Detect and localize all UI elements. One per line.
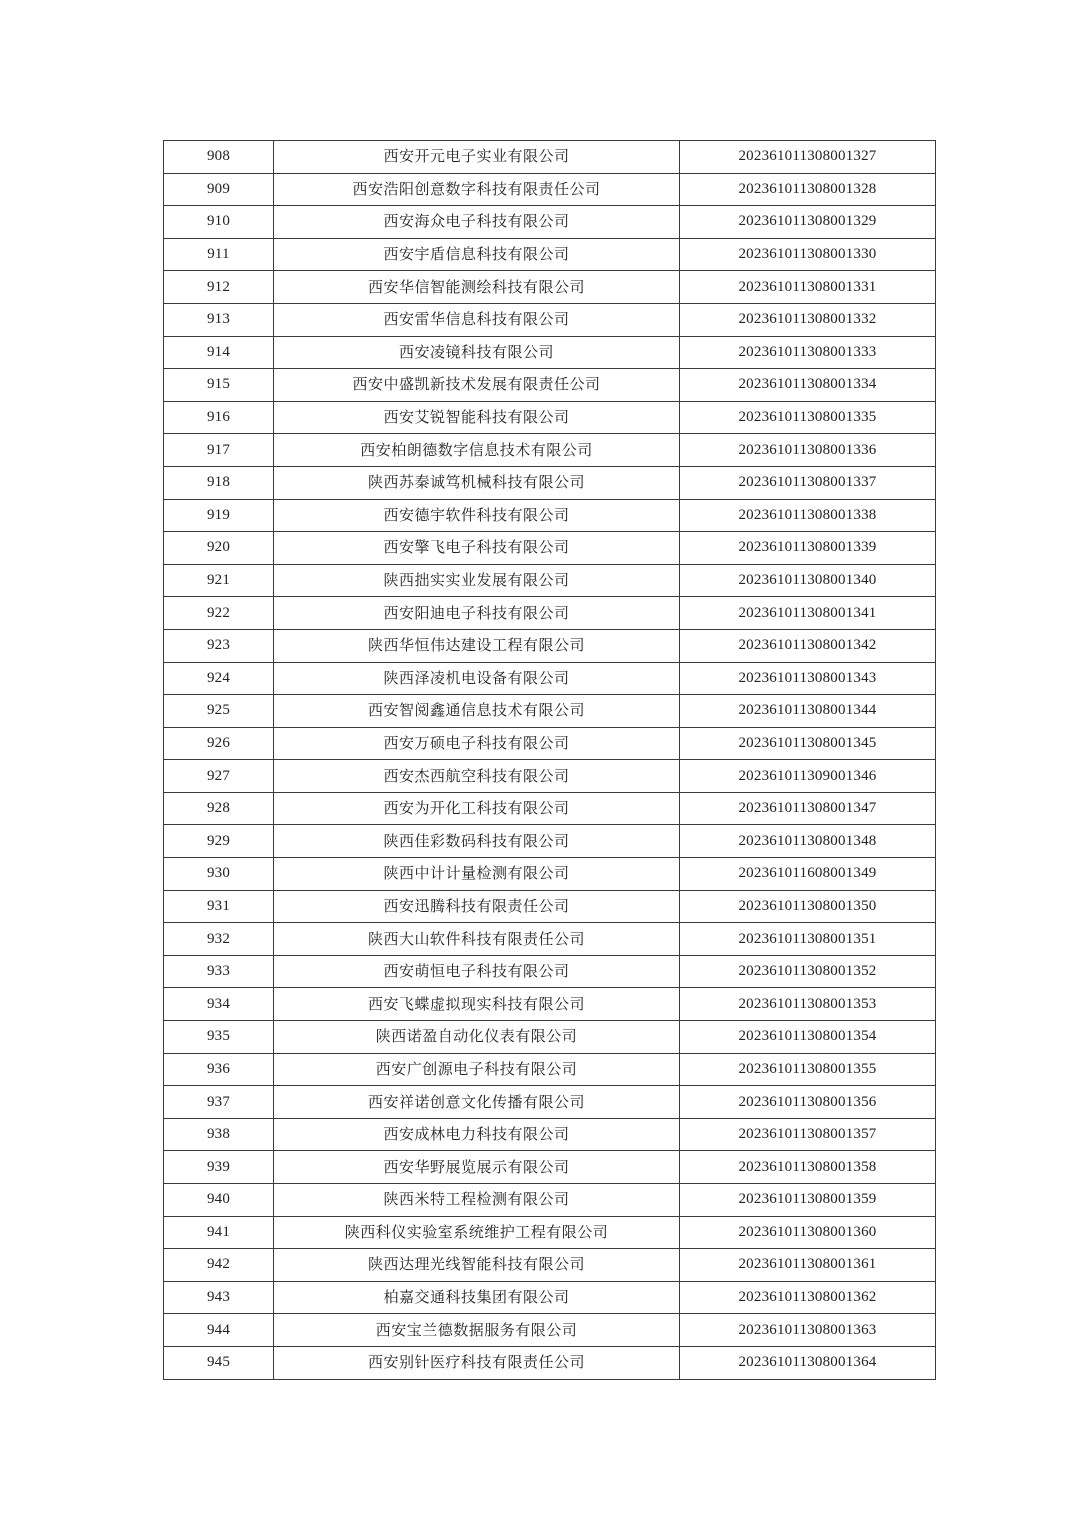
row-number-cell: 933 — [164, 955, 274, 988]
company-name-cell: 西安万硕电子科技有限公司 — [274, 727, 680, 760]
row-number-cell: 919 — [164, 499, 274, 532]
company-name-cell: 西安开元电子实业有限公司 — [274, 141, 680, 174]
row-number-cell: 927 — [164, 760, 274, 793]
row-number-cell: 924 — [164, 662, 274, 695]
registration-code-cell: 202361011308001363 — [680, 1314, 936, 1347]
row-number-cell: 945 — [164, 1346, 274, 1379]
row-number-cell: 909 — [164, 173, 274, 206]
registration-code-cell: 202361011308001359 — [680, 1184, 936, 1217]
table-row — [164, 401, 936, 434]
company-name-cell: 陕西诺盈自动化仪表有限公司 — [274, 1021, 680, 1054]
table-row — [164, 988, 936, 1021]
registration-code-cell: 202361011308001330 — [680, 238, 936, 271]
row-number-cell: 911 — [164, 238, 274, 271]
row-number-cell: 925 — [164, 695, 274, 728]
registration-code-cell: 202361011309001346 — [680, 760, 936, 793]
row-number-cell: 943 — [164, 1281, 274, 1314]
company-name-cell: 陕西中计计量检测有限公司 — [274, 858, 680, 891]
registration-code-cell: 202361011308001334 — [680, 369, 936, 402]
row-number-cell: 913 — [164, 303, 274, 336]
row-number-cell: 917 — [164, 434, 274, 467]
registration-code-cell: 202361011308001358 — [680, 1151, 936, 1184]
row-number-cell: 918 — [164, 466, 274, 499]
company-name-cell: 西安柏朗德数字信息技术有限公司 — [274, 434, 680, 467]
company-name-cell: 西安智阅鑫通信息技术有限公司 — [274, 695, 680, 728]
row-number-cell: 942 — [164, 1249, 274, 1282]
company-name-cell: 西安为开化工科技有限公司 — [274, 792, 680, 825]
row-number-cell: 923 — [164, 629, 274, 662]
registration-code-cell: 202361011308001327 — [680, 141, 936, 174]
registration-code-cell: 202361011308001335 — [680, 401, 936, 434]
table-row — [164, 760, 936, 793]
company-name-cell: 西安浩阳创意数字科技有限责任公司 — [274, 173, 680, 206]
company-name-cell: 西安艾锐智能科技有限公司 — [274, 401, 680, 434]
table-row — [164, 369, 936, 402]
company-name-cell: 西安华野展览展示有限公司 — [274, 1151, 680, 1184]
registration-code-cell: 202361011308001355 — [680, 1053, 936, 1086]
registration-code-cell: 202361011308001329 — [680, 206, 936, 239]
registration-code-cell: 202361011308001333 — [680, 336, 936, 369]
registration-code-cell: 202361011308001353 — [680, 988, 936, 1021]
company-name-cell: 西安广创源电子科技有限公司 — [274, 1053, 680, 1086]
registration-code-cell: 202361011308001332 — [680, 303, 936, 336]
registration-code-cell: 202361011308001361 — [680, 1249, 936, 1282]
row-number-cell: 941 — [164, 1216, 274, 1249]
table-row — [164, 1249, 936, 1282]
registration-code-cell: 202361011308001341 — [680, 597, 936, 630]
company-name-cell: 西安宇盾信息科技有限公司 — [274, 238, 680, 271]
registration-code-cell: 202361011308001338 — [680, 499, 936, 532]
row-number-cell: 944 — [164, 1314, 274, 1347]
row-number-cell: 937 — [164, 1086, 274, 1119]
row-number-cell: 928 — [164, 792, 274, 825]
company-name-cell: 西安华信智能测绘科技有限公司 — [274, 271, 680, 304]
table-row — [164, 662, 936, 695]
table-row — [164, 466, 936, 499]
table-row — [164, 695, 936, 728]
registration-code-cell: 202361011608001349 — [680, 858, 936, 891]
registration-code-cell: 202361011308001348 — [680, 825, 936, 858]
row-number-cell: 932 — [164, 923, 274, 956]
row-number-cell: 926 — [164, 727, 274, 760]
registration-code-cell: 202361011308001328 — [680, 173, 936, 206]
company-name-cell: 陕西大山软件科技有限责任公司 — [274, 923, 680, 956]
table-row — [164, 271, 936, 304]
table-row — [164, 1021, 936, 1054]
registration-code-cell: 202361011308001357 — [680, 1118, 936, 1151]
company-name-cell: 西安成林电力科技有限公司 — [274, 1118, 680, 1151]
table-row — [164, 955, 936, 988]
table-row — [164, 499, 936, 532]
company-name-cell: 西安飞蝶虚拟现实科技有限公司 — [274, 988, 680, 1021]
registration-code-cell: 202361011308001344 — [680, 695, 936, 728]
registration-code-cell: 202361011308001343 — [680, 662, 936, 695]
table-row — [164, 792, 936, 825]
registration-code-cell: 202361011308001339 — [680, 532, 936, 565]
table-row — [164, 206, 936, 239]
company-name-cell: 西安萌恒电子科技有限公司 — [274, 955, 680, 988]
table-row — [164, 434, 936, 467]
registration-code-cell: 202361011308001354 — [680, 1021, 936, 1054]
company-name-cell: 陕西达理光线智能科技有限公司 — [274, 1249, 680, 1282]
table-row — [164, 890, 936, 923]
table-row — [164, 825, 936, 858]
row-number-cell: 916 — [164, 401, 274, 434]
table-row — [164, 1314, 936, 1347]
table-row — [164, 1184, 936, 1217]
row-number-cell: 921 — [164, 564, 274, 597]
company-name-cell: 陕西科仪实验室系统维护工程有限公司 — [274, 1216, 680, 1249]
table-row — [164, 1216, 936, 1249]
table-row — [164, 303, 936, 336]
company-name-cell: 西安阳迪电子科技有限公司 — [274, 597, 680, 630]
table-row — [164, 141, 936, 174]
company-name-cell: 陕西华恒伟达建设工程有限公司 — [274, 629, 680, 662]
company-name-cell: 西安海众电子科技有限公司 — [274, 206, 680, 239]
registration-code-cell: 202361011308001364 — [680, 1346, 936, 1379]
row-number-cell: 939 — [164, 1151, 274, 1184]
table-row — [164, 336, 936, 369]
registration-code-cell: 202361011308001352 — [680, 955, 936, 988]
table-row — [164, 597, 936, 630]
table-row — [164, 1053, 936, 1086]
row-number-cell: 910 — [164, 206, 274, 239]
table-row — [164, 858, 936, 891]
company-name-cell: 西安宝兰德数据服务有限公司 — [274, 1314, 680, 1347]
row-number-cell: 912 — [164, 271, 274, 304]
row-number-cell: 934 — [164, 988, 274, 1021]
company-name-cell: 柏嘉交通科技集团有限公司 — [274, 1281, 680, 1314]
table-row — [164, 564, 936, 597]
registration-code-cell: 202361011308001351 — [680, 923, 936, 956]
registration-code-cell: 202361011308001331 — [680, 271, 936, 304]
registration-code-cell: 202361011308001337 — [680, 466, 936, 499]
company-name-cell: 陕西佳彩数码科技有限公司 — [274, 825, 680, 858]
company-name-cell: 西安迅腾科技有限责任公司 — [274, 890, 680, 923]
table-row — [164, 1086, 936, 1119]
row-number-cell: 915 — [164, 369, 274, 402]
registration-code-cell: 202361011308001362 — [680, 1281, 936, 1314]
table-row — [164, 1151, 936, 1184]
table-row — [164, 1118, 936, 1151]
roster-table-body — [164, 141, 936, 1380]
row-number-cell: 929 — [164, 825, 274, 858]
company-name-cell: 陕西泽凌机电设备有限公司 — [274, 662, 680, 695]
table-row — [164, 629, 936, 662]
row-number-cell: 908 — [164, 141, 274, 174]
table-row — [164, 532, 936, 565]
table-row — [164, 1281, 936, 1314]
row-number-cell: 930 — [164, 858, 274, 891]
company-name-cell: 西安别针医疗科技有限责任公司 — [274, 1346, 680, 1379]
row-number-cell: 936 — [164, 1053, 274, 1086]
row-number-cell: 935 — [164, 1021, 274, 1054]
row-number-cell: 931 — [164, 890, 274, 923]
registration-code-cell: 202361011308001350 — [680, 890, 936, 923]
company-name-cell: 西安雷华信息科技有限公司 — [274, 303, 680, 336]
registration-code-cell: 202361011308001347 — [680, 792, 936, 825]
registration-code-cell: 202361011308001336 — [680, 434, 936, 467]
table-row — [164, 1346, 936, 1379]
company-name-cell: 西安杰西航空科技有限公司 — [274, 760, 680, 793]
registration-code-cell: 202361011308001342 — [680, 629, 936, 662]
company-name-cell: 西安中盛凯新技术发展有限责任公司 — [274, 369, 680, 402]
row-number-cell: 914 — [164, 336, 274, 369]
table-row — [164, 173, 936, 206]
table-row — [164, 923, 936, 956]
company-name-cell: 陕西米特工程检测有限公司 — [274, 1184, 680, 1217]
row-number-cell: 920 — [164, 532, 274, 565]
registration-code-cell: 202361011308001340 — [680, 564, 936, 597]
registration-code-cell: 202361011308001345 — [680, 727, 936, 760]
row-number-cell: 940 — [164, 1184, 274, 1217]
registration-code-cell: 202361011308001360 — [680, 1216, 936, 1249]
company-name-cell: 陕西拙实实业发展有限公司 — [274, 564, 680, 597]
company-name-cell: 西安祥诺创意文化传播有限公司 — [274, 1086, 680, 1119]
table-row — [164, 727, 936, 760]
row-number-cell: 938 — [164, 1118, 274, 1151]
company-roster-table — [163, 140, 936, 1380]
row-number-cell: 922 — [164, 597, 274, 630]
company-name-cell: 西安擎飞电子科技有限公司 — [274, 532, 680, 565]
company-name-cell: 陕西苏秦诚笃机械科技有限公司 — [274, 466, 680, 499]
company-name-cell: 西安德宇软件科技有限公司 — [274, 499, 680, 532]
table-row — [164, 238, 936, 271]
registration-code-cell: 202361011308001356 — [680, 1086, 936, 1119]
company-name-cell: 西安凌镜科技有限公司 — [274, 336, 680, 369]
